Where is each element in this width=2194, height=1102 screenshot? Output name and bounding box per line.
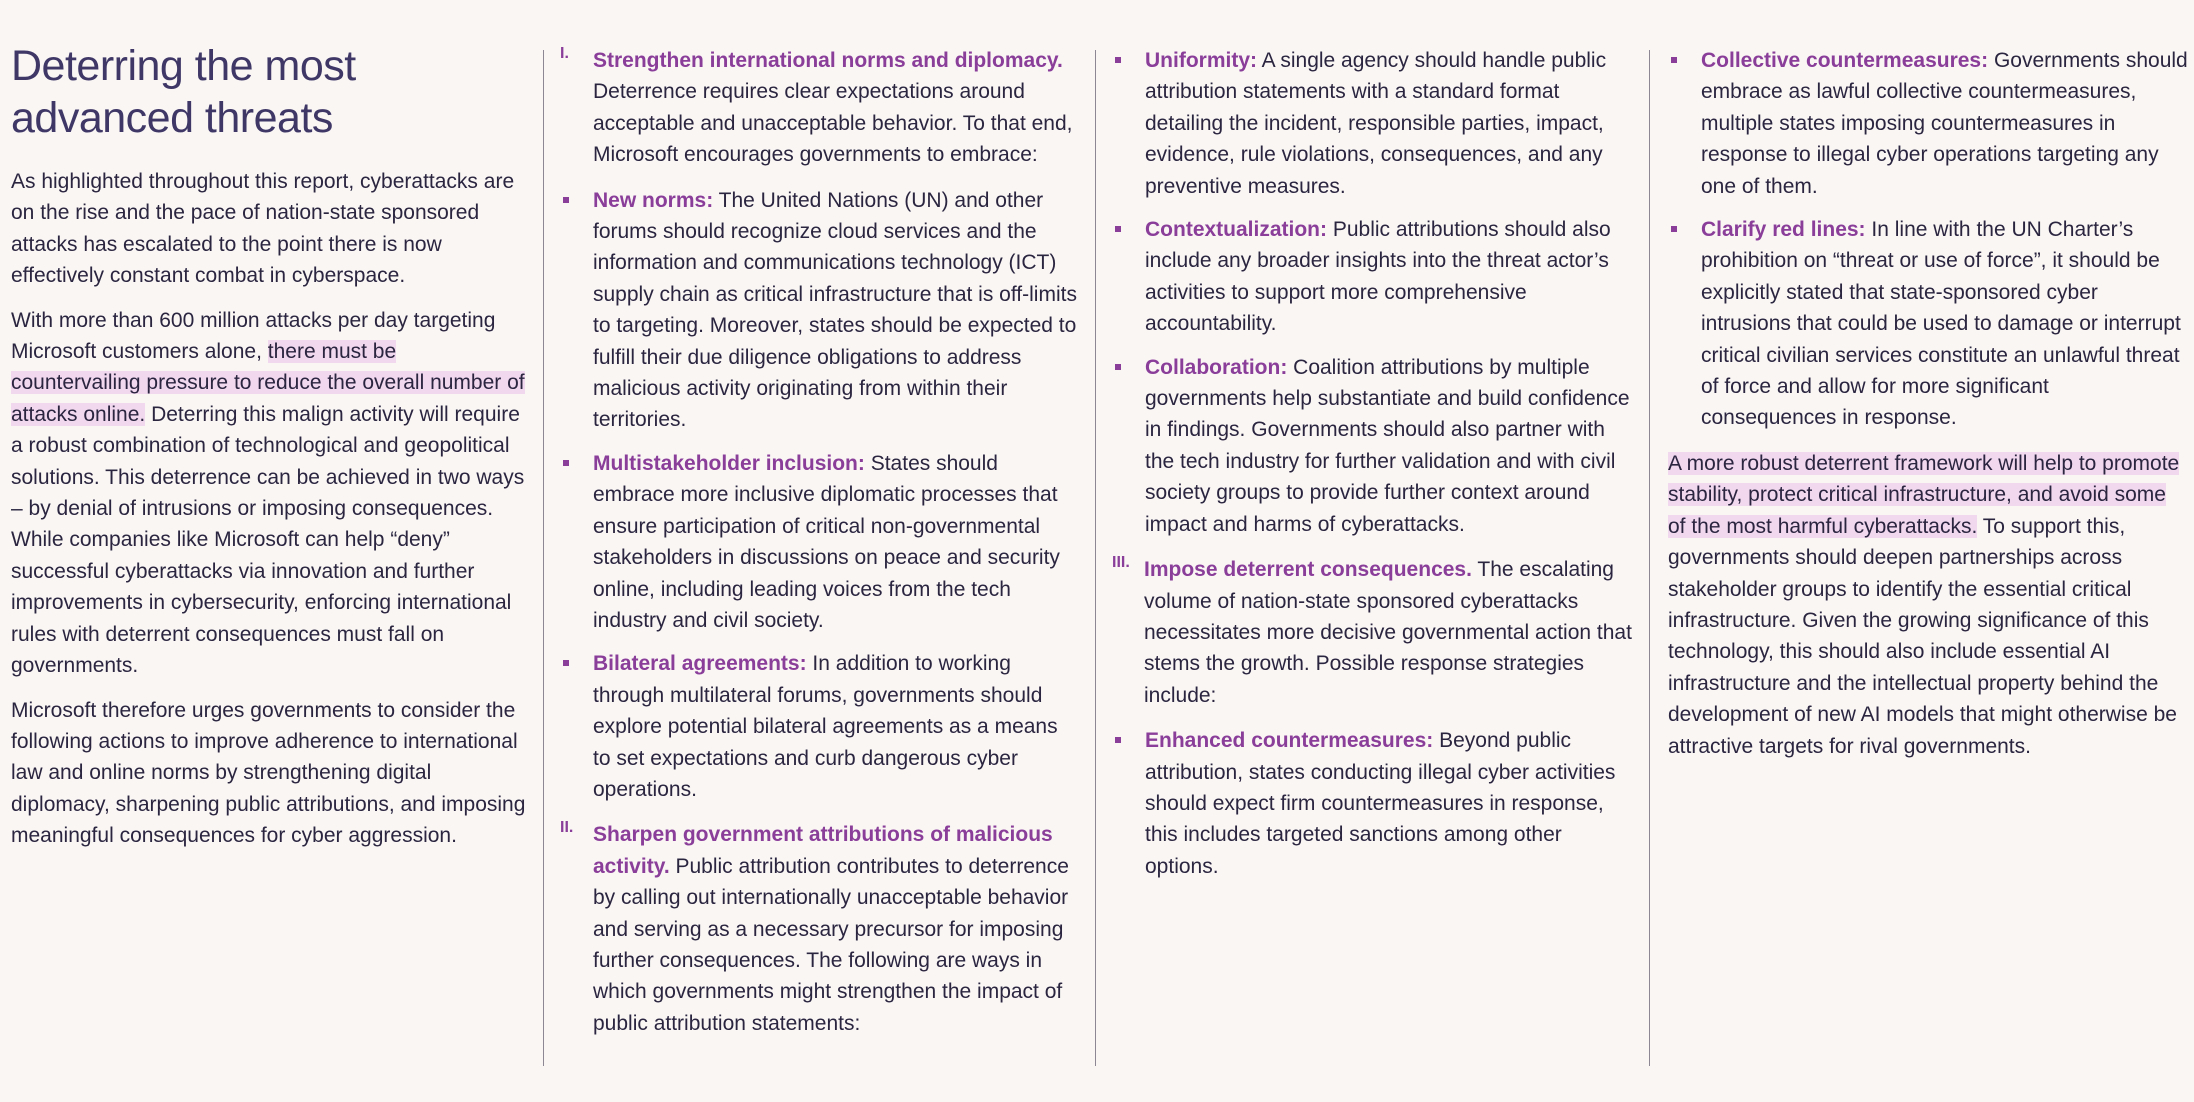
- bullet-square-icon: [563, 197, 569, 203]
- item-heading: New norms:: [593, 188, 714, 212]
- bullet-square-icon: [1671, 57, 1677, 63]
- item-body: A single agency should handle public attribution statements with a standard format detailing the incident, responsible parties, impact, evidence, rule violations, consequences, and any preventive measures.: [1145, 49, 1607, 198]
- section-text: [1144, 558, 1632, 707]
- section-body: Public attribution contributes to deterrence by calling out internationally unacceptable behavior and serving as a necessary precursor for imposing further consequences. The following are ways in which governments might strengthen the impact of public attribution statements:: [593, 854, 1069, 1035]
- section-heading: Impose deterrent consequences.: [1144, 558, 1472, 582]
- bullet-square-icon: [1115, 737, 1121, 743]
- section-heading: Sharpen government attributions of malicious activity.: [593, 823, 1053, 878]
- section-heading: Strengthen international norms and diplomacy.: [593, 49, 1063, 72]
- item-heading: Bilateral agreements:: [593, 652, 807, 676]
- section-body: The escalating volume of nation-state sponsored cyberattacks necessitates more decisive governmental action that stems the growth. Possible response strategies include:: [1144, 558, 1632, 707]
- intro-paragraph: As highlighted throughout this report, cyberattacks are on the rise and the pace of nation-state sponsored attacks has escalated to the point there is now effectively constant combat in cyberspace.: [11, 170, 515, 288]
- countermeasures-list: [1668, 45, 2188, 434]
- item-body: Governments should embrace as lawful collective countermeasures, multiple states imposing countermeasures in response to illegal cyber operations targeting any one of them.: [1701, 49, 2188, 198]
- list-item-contextualization: [1112, 214, 1634, 340]
- item-heading: Multistakeholder inclusion:: [593, 451, 865, 475]
- attacks-paragraph: [11, 305, 531, 682]
- section-attributions: [560, 819, 1080, 1039]
- bullet-square-icon: [1671, 226, 1677, 232]
- highlighted-quote: there must be countervailing pressure to reduce the overall number of attacks online.: [11, 340, 525, 426]
- item-heading: Contextualization:: [1145, 218, 1327, 242]
- list-item-enhanced-countermeasures: [1112, 725, 1634, 882]
- item-heading: Collective countermeasures:: [1701, 49, 1989, 72]
- item-body: States should embrace more inclusive diplomatic processes that ensure participation of critical non-governmental stakeholders in discussions on peace and security online, including leading voices from the tech industry and civil society.: [593, 451, 1060, 632]
- highlighted-quote: A more robust deterrent framework will help to promote stability, protect critical infrastructure, and avoid some of the most harmful cyberattacks.: [1668, 451, 2180, 538]
- section-text: [593, 823, 1069, 1034]
- item-heading: Enhanced countermeasures:: [1145, 729, 1434, 753]
- list-item-multistakeholder: [560, 448, 1080, 636]
- column-divider: [543, 50, 544, 1066]
- list-item-bilateral: [560, 648, 1080, 805]
- section-norms-diplomacy: [560, 45, 1080, 171]
- bullet-square-icon: [563, 660, 569, 666]
- column-norms-attributions: [560, 42, 1080, 1053]
- norms-list: [560, 185, 1080, 806]
- title-line-1: Deterring the most: [11, 42, 356, 90]
- list-item-collaboration: [1112, 352, 1634, 540]
- conclusion-paragraph: [1668, 448, 2188, 762]
- item-body: The United Nations (UN) and other forums should recognize cloud services and the information and communications technology (ICT) supply chain as critical infrastructure that is off-limits to targeting. Moreover, states should be expected to fulfill their due diligence obligations to address malicious activity originating from within their territories.: [593, 188, 1077, 432]
- item-body: In addition to working through multilateral forums, governments should explore potential bilateral agreements as a means to set expectations and curb dangerous cyber operations.: [593, 652, 1058, 801]
- bullet-square-icon: [1115, 364, 1121, 370]
- section-number: III.: [1112, 554, 1130, 572]
- attacks-text-before: With more than 600 million attacks per day targeting Microsoft customers alone,: [11, 308, 496, 364]
- urges-paragraph: Microsoft therefore urges governments to consider the following actions to improve adherence to international law and online norms by strengthening digital diplomacy, sharpening public attributions, and imposing meaningful consequences for cyber aggression.: [11, 698, 526, 848]
- column-divider: [1649, 50, 1650, 1066]
- attribution-list: [1112, 45, 1634, 540]
- title-line-2: advanced threats: [11, 94, 333, 142]
- list-item-uniformity: [1112, 45, 1634, 202]
- item-body: Coalition attributions by multiple governments help substantiate and build confidence in findings. Governments should also partner with the tech industry for further validation and with civil society groups to provide further context around impact and harms of cyberattacks.: [1145, 355, 1630, 536]
- item-heading: Clarify red lines:: [1701, 218, 1866, 242]
- section-body: Deterrence requires clear expectations around acceptable and unacceptable behavior. To that end, Microsoft encourages governments to embrace:: [593, 80, 1073, 167]
- list-item-collective-countermeasures: [1668, 45, 2188, 202]
- attacks-text-after: Deterring this malign activity will require a robust combination of technological and geopolitical solutions. This deterrence can be achieved in two ways – by denial of intrusions or imposing consequences. While companies like Microsoft can help “deny” successful cyberattacks via innovation and further improvements in cybersecurity, enforcing international rules with deterrent consequences must fall on governments.: [11, 402, 525, 678]
- column-divider: [1095, 50, 1096, 1066]
- list-item-red-lines: [1668, 214, 2188, 434]
- column-intro: [11, 40, 531, 865]
- list-item-new-norms: [560, 185, 1080, 436]
- conclusion-text: To support this, governments should deepen partnerships across stakeholder groups to identify the essential critical infrastructure. Given the growing significance of this technology, this should also include essential AI infrastructure and the intellectual property behind the development of new AI models that might otherwise be attractive targets for rival governments.: [1668, 514, 2177, 758]
- bullet-square-icon: [563, 460, 569, 466]
- item-body: Public attributions should also include any broader insights into the threat actor’s activities to support more comprehensive accountability.: [1145, 218, 1611, 336]
- section-text: [593, 49, 1072, 166]
- section-consequences: [1112, 554, 1634, 711]
- bullet-square-icon: [1115, 226, 1121, 232]
- column-countermeasures-conclusion: [1668, 42, 2188, 775]
- section-number: I.: [560, 45, 569, 62]
- page-title: [11, 40, 531, 144]
- item-heading: Uniformity:: [1145, 49, 1257, 72]
- consequences-list: [1112, 725, 1634, 882]
- column-attributions-consequences: [1112, 42, 1634, 896]
- bullet-square-icon: [1115, 57, 1121, 63]
- item-body: In line with the UN Charter’s prohibition on “threat or use of force”, it should be explicitly stated that state-sponsored cyber intrusions that could be used to damage or interrupt critical civilian services constitute an unlawful threat of force and allow for more significant consequences in response.: [1701, 218, 2181, 430]
- item-body: Beyond public attribution, states conducting illegal cyber activities should expect firm countermeasures in response, this includes targeted sanctions among other options.: [1145, 729, 1616, 878]
- item-heading: Collaboration:: [1145, 355, 1288, 379]
- section-number: II.: [560, 819, 574, 837]
